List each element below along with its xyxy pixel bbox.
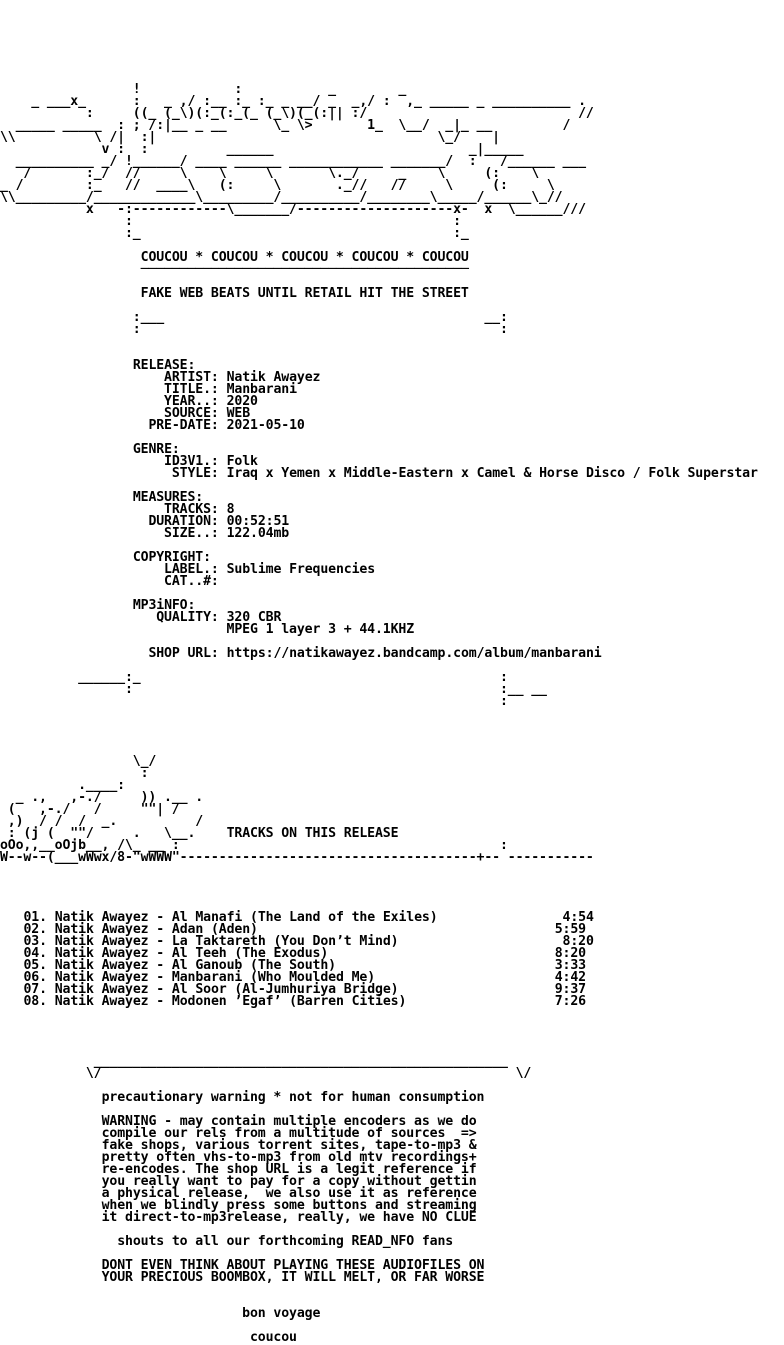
track-number: 02.	[23, 922, 47, 937]
blank-line	[0, 1284, 758, 1296]
track-duration: 5:59	[554, 922, 587, 937]
warning-text: re-encodes. The shop URL is a legit reference if	[101, 1162, 477, 1177]
size-value: 122.04mb	[226, 526, 290, 541]
bon-voyage-text: bon voyage	[242, 1306, 321, 1321]
track-title: Manbarani (Who Moulded Me)	[171, 970, 376, 985]
tagline-rule: ──────────────────────────────────────────	[0, 262, 469, 277]
year-label: YEAR..:	[164, 394, 219, 409]
warning-text: it direct-to-mp3release, really, we have NO CLUE	[101, 1210, 477, 1225]
logo-line: \\_________/_____________\_________/__________/________\_____/______\_//	[0, 190, 563, 205]
measures-heading: MEASURES:	[132, 490, 204, 505]
predate-value: 2021-05-10	[226, 418, 305, 433]
release-row	[0, 420, 758, 432]
tracks-art-fragment: oOo,,__oOjb__, /\_ __ :	[0, 838, 180, 853]
track-number: 06.	[23, 970, 47, 985]
signature-line	[0, 1332, 758, 1344]
frame-bottom: ______:_ :	[0, 670, 508, 685]
mp3info-heading: MP3iNFO:	[132, 598, 196, 613]
track-duration: 9:37	[554, 982, 587, 997]
frame-top: :___ __:	[0, 310, 508, 325]
style-label: STYLE:	[171, 466, 219, 481]
dont-line	[0, 1272, 758, 1284]
blank-line	[0, 1020, 758, 1032]
track-number: 05.	[23, 958, 47, 973]
logo-line: _ / :_ // ____\ (: \ ._// // \ (: \	[0, 178, 555, 193]
tracks-art-line: .____:	[0, 778, 126, 793]
warning-heading: precautionary warning * not for human consumption	[101, 1090, 485, 1105]
release-heading: RELEASE:	[132, 358, 196, 373]
track-row: 04. Natik Awayez - Al Teeh (The Exodus) 8:20	[23, 946, 587, 961]
blank-line	[0, 864, 758, 876]
source-value: WEB	[226, 406, 251, 421]
title-value: Manbarani	[226, 382, 297, 397]
artist-label: ARTIST:	[164, 370, 219, 385]
track-title: La Taktareth (You Don’t Mind)	[171, 934, 399, 949]
track-row: 02. Natik Awayez - Adan (Aden) 5:59	[23, 922, 587, 937]
track-row: 03. Natik Awayez - La Taktareth (You Don’t Mind) 8:20	[23, 934, 594, 949]
warning-frame-top: \/ \/	[0, 1066, 532, 1081]
logo-line: \\ \ /| :| \_/ |	[0, 130, 500, 145]
track-artist: Natik Awayez	[54, 910, 149, 925]
track-number: 08.	[23, 994, 47, 1009]
artist-value: Natik Awayez	[226, 370, 321, 385]
quality-label: QUALITY:	[156, 610, 219, 625]
track-duration: 4:54	[562, 910, 594, 925]
track-duration: 4:42	[554, 970, 587, 985]
track-duration: 8:20	[554, 946, 587, 961]
track-duration: 7:26	[554, 994, 587, 1009]
track-artist: Natik Awayez	[54, 922, 149, 937]
logo-line: : ((_ (_\)(:_(:_(_ (_\)(_(:|| :/ //	[0, 106, 594, 121]
track-number: 01.	[23, 910, 47, 925]
label-value: Sublime Frequencies	[226, 562, 376, 577]
copyright-row	[0, 576, 758, 588]
logo-line: _ ___x_ : _ ,/ :__ :_ :_ _ __/ _ _,/ : ,_ _____ _ __________ .	[0, 94, 586, 109]
bon-voyage-line	[0, 1308, 758, 1320]
mp3info-row	[0, 624, 758, 636]
measures-row	[0, 528, 758, 540]
blank-line	[0, 876, 758, 888]
copyright-heading: COPYRIGHT:	[132, 550, 211, 565]
blank-line	[0, 720, 758, 732]
track-row: 07. Natik Awayez - Al Soor (Al-Jumhuriya Bridge) 9:37	[23, 982, 587, 997]
track-number: 07.	[23, 982, 47, 997]
track-title: Al Manafi (The Land of the Exiles)	[171, 910, 438, 925]
predate-label: PRE-DATE:	[148, 418, 219, 433]
track-title: Modonen ’Egaf’ (Barren Cities)	[171, 994, 407, 1009]
tracks-art-line: \_/	[0, 754, 157, 769]
track-row: 08. Natik Awayez - Modonen ’Egaf’ (Barren Cities) 7:26	[23, 994, 587, 1009]
frame-bottom: :	[0, 694, 508, 709]
track-artist: Natik Awayez	[54, 994, 149, 1009]
warning-line	[0, 1212, 758, 1224]
tracks-count-value: 8	[226, 502, 235, 517]
warning-text: when we blindly press some buttons and streaming	[101, 1198, 477, 1213]
track-duration: 3:33	[554, 958, 587, 973]
track-duration: 8:20	[562, 934, 594, 949]
dont-text: YOUR PRECIOUS BOOMBOX, IT WILL MELT, OR FAR WORSE	[101, 1270, 485, 1285]
source-label: SOURCE:	[164, 406, 219, 421]
track-title: Al Ganoub (The South)	[171, 958, 336, 973]
blank-line	[0, 708, 758, 720]
warning-text: compile our rels from a multitude of sources =>	[101, 1126, 477, 1141]
logo-line: x -:------------\_______/--------------------x- x \______///	[0, 202, 586, 217]
genre-heading: GENRE:	[132, 442, 180, 457]
title-label: TITLE.:	[164, 382, 219, 397]
track-row: 05. Natik Awayez - Al Ganoub (The South) 3:33	[23, 958, 587, 973]
track-number: 04.	[23, 946, 47, 961]
tracks-count-label: TRACKS:	[164, 502, 219, 517]
shouts-text: shouts to all our forthcoming READ_NFO fans	[117, 1234, 454, 1249]
track-title: Adan (Aden)	[171, 922, 258, 937]
blank-line	[0, 1008, 758, 1020]
quality-value: 320 CBR	[226, 610, 282, 625]
frame-top: : :	[0, 322, 508, 337]
blank-line	[0, 336, 758, 348]
track-number: 03.	[23, 934, 47, 949]
tracks-art-line: oOo,,__oOjb__, /\_ __ : :	[0, 838, 508, 853]
warning-text: pretty often vhs-to-mp3 from old mtv recordings+	[101, 1150, 477, 1165]
blank-line	[0, 888, 758, 900]
logo-line: :_ :_	[0, 226, 469, 241]
genre-row	[0, 468, 758, 480]
tracks-art-line: ,) / / / _. /	[0, 814, 204, 829]
format-value: MPEG 1 layer 3 + 44.1KHZ	[226, 622, 415, 637]
tagline-line	[0, 288, 758, 300]
track-row: 01. Natik Awayez - Al Manafi (The Land of the Exiles) 4:54	[23, 910, 594, 925]
nfo-document	[0, 84, 758, 1344]
warning-heading-line	[0, 1092, 758, 1104]
tracks-art-fragment: : (j ( ""/ . \__.	[0, 826, 196, 841]
id3-value: Folk	[226, 454, 258, 469]
tracks-art-line: :	[0, 766, 149, 781]
tagline-secondary: FAKE WEB BEATS UNTIL RETAIL HIT THE STREET	[140, 286, 469, 301]
tracks-art-line: ( ,-./ / ""| /	[0, 802, 180, 817]
tracks-heading: TRACKS ON THIS RELEASE	[226, 826, 399, 841]
tracks-art-fragment: W--w--(___wWwx/8-"wWWW"	[0, 850, 180, 865]
warning-text: a physical release, we also use it as reference	[101, 1186, 477, 1201]
track-row: 06. Natik Awayez - Manbarani (Who Moulded Me) 4:42	[23, 970, 587, 985]
shouts-line	[0, 1236, 758, 1248]
track-title: Al Soor (Al-Jumhuriya Bridge)	[171, 982, 399, 997]
duration-value: 00:52:51	[226, 514, 290, 529]
shop-url-label: SHOP URL:	[148, 646, 219, 661]
blank-line	[0, 1032, 758, 1044]
warning-frame-top: _____________________________________________________	[0, 1054, 508, 1069]
track-artist: Natik Awayez	[54, 982, 149, 997]
track-title: Al Teeh (The Exodus)	[171, 946, 329, 961]
track-artist: Natik Awayez	[54, 934, 149, 949]
size-label: SIZE..:	[164, 526, 219, 541]
logo-line: / :_/ // \ \ \ \._/ _ \ (: \	[0, 166, 540, 181]
track-artist: Natik Awayez	[54, 958, 149, 973]
logo-line: _____ _____ : ; /:|__ _ __ \_ \> 1_ \__/ _|_ __ /	[0, 118, 571, 133]
warning-text: fake shops, various torrent sites, tape-to-mp3 &	[101, 1138, 477, 1153]
tagline-primary: COUCOU * COUCOU * COUCOU * COUCOU * COUCOU	[140, 250, 469, 265]
frame-bottom: : :__ __	[0, 682, 547, 697]
logo-line: v : : ______ _|_____	[0, 142, 524, 157]
style-value: Iraq x Yemen x Middle-Eastern x Camel & Horse Disco / Folk Superstar	[226, 466, 758, 481]
tracks-art-line: _ ., ,-./ )) .__ .	[0, 790, 204, 805]
tracks-art-line: W--w--(___wWwx/8-"wWWW"--------------------------------------+-- -----------	[0, 850, 594, 865]
logo-line: : :	[0, 214, 461, 229]
logo-line: __________ _/ !______/ ____ ______ ____________ _______/ : /______ ___	[0, 154, 586, 169]
track-artist: Natik Awayez	[54, 970, 149, 985]
signature-text: coucou	[249, 1330, 297, 1345]
id3-label: ID3V1.:	[164, 454, 219, 469]
warning-text: WARNING - may contain multiple encoders as we do	[101, 1114, 477, 1129]
shop-url-value[interactable]: https://natikawayez.bandcamp.com/album/manbarani	[226, 646, 602, 661]
cat-label: CAT..#:	[164, 574, 219, 589]
logo-line: ! : _ _	[0, 82, 407, 97]
warning-text: you really want to pay for a copy without gettin	[101, 1174, 477, 1189]
blank-line	[0, 732, 758, 744]
label-label: LABEL.:	[164, 562, 219, 577]
shop-row	[0, 648, 758, 660]
duration-label: DURATION:	[148, 514, 219, 529]
track-artist: Natik Awayez	[54, 946, 149, 961]
dont-text: DONT EVEN THINK ABOUT PLAYING THESE AUDIOFILES ON	[101, 1258, 485, 1273]
year-value: 2020	[226, 394, 258, 409]
